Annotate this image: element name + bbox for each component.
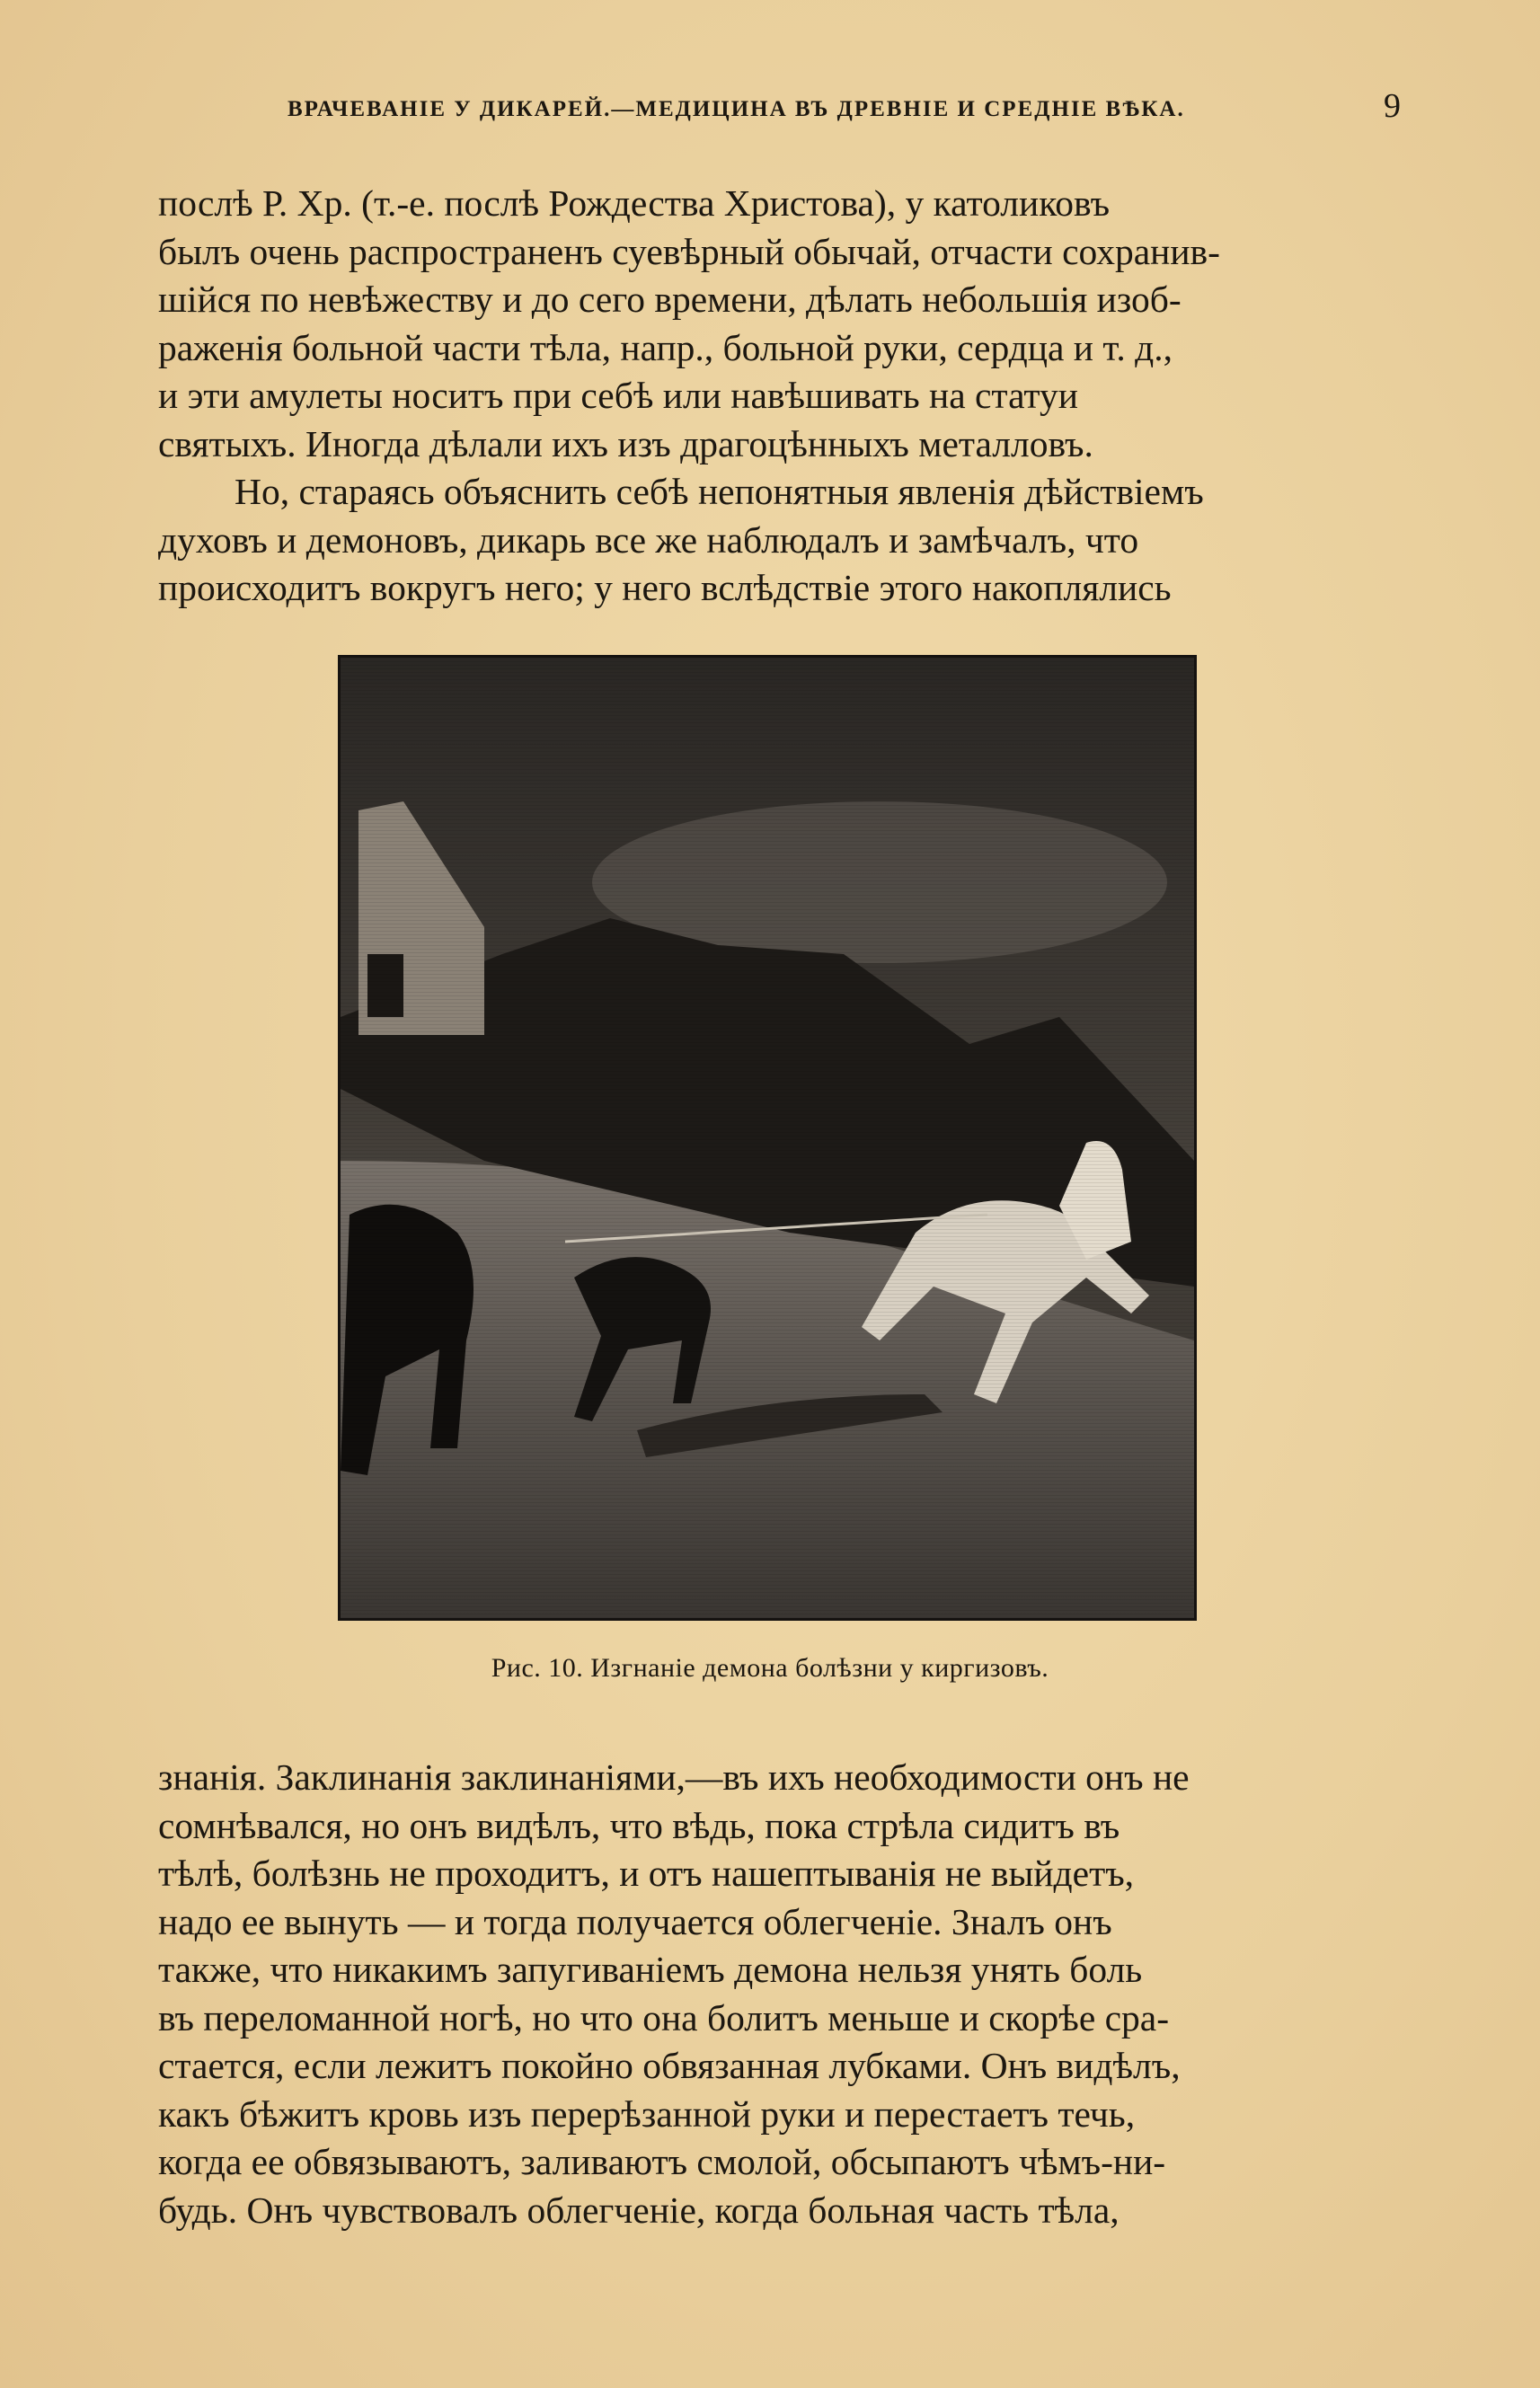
text-line: тѣлѣ, болѣзнь не проходитъ, и отъ нашептыванія не выйдетъ, [158,1853,1135,1894]
paragraph-top [158,180,1403,613]
text-line: послѣ Р. Хр. (т.-е. послѣ Рождества Христова), у католиковъ [158,182,1111,224]
text-line: раженія больной части тѣла, напр., больной руки, сердца и т. д., [158,326,1173,368]
text-line: Но, стараясь объяснить себѣ непонятныя явленія дѣйствіемъ [235,471,1204,512]
engraving-illustration [338,655,1197,1621]
text-line: шійся по невѣжеству и до сего времени, дѣлать небольшія изоб- [158,279,1182,320]
figure-caption: Рис. 10. Изгнаніе демона болѣзни у киргизовъ. [491,1653,1049,1683]
text-line: и эти амулеты носитъ при себѣ или навѣшивать на статуи [158,375,1078,416]
text-line: знанія. Заклинанія заклинаніями,—въ ихъ необходимости онъ не [158,1756,1190,1798]
text-line: въ переломанной ногѣ, но что она болитъ меньше и скорѣе сра- [158,1996,1170,2039]
text-line: также, что никакимъ запугиваніемъ демона нельзя унять боль [158,1949,1143,1990]
text-line: святыхъ. Иногда дѣлали ихъ изъ драгоцѣнныхъ металловъ. [158,422,1093,464]
text-line: надо ее вынуть — и тогда получается облегченіе. Зналъ онъ [158,1900,1112,1942]
text-line: сомнѣвался, но онъ видѣлъ, что вѣдь, пока стрѣла сидитъ въ [158,1804,1120,1846]
text-line: былъ очень распространенъ суевѣрный обычай, отчасти сохранив- [158,230,1220,272]
text-line: происходитъ вокругъ него; у него вслѣдствіе этого накоплялись [158,567,1172,608]
running-header: ВРАЧЕВАНІЕ У ДИКАРЕЙ.—МЕДИЦИНА ВЪ ДРЕВНІЕ И СРЕДНІЕ ВѢКА. [288,97,1185,121]
paragraph-bottom [158,1754,1403,2234]
engraving-scene [341,658,1194,1618]
engraving-hatching [341,658,1194,1618]
page-number: 9 [1384,87,1401,125]
text-line: будь. Онъ чувствовалъ облегченіе, когда больная часть тѣла, [158,2189,1120,2231]
text-line: стается, если лежитъ покойно обвязанная лубками. Онъ видѣлъ, [158,2045,1181,2086]
text-line: какъ бѣжитъ кровь изъ перерѣзанной руки и перестаетъ течь, [158,2092,1136,2135]
text-line: духовъ и демоновъ, дикарь все же наблюдалъ и замѣчалъ, что [158,518,1139,561]
text-line: когда ее обвязываютъ, заливаютъ смолой, обсыпаютъ чѣмъ-ни- [158,2141,1166,2182]
